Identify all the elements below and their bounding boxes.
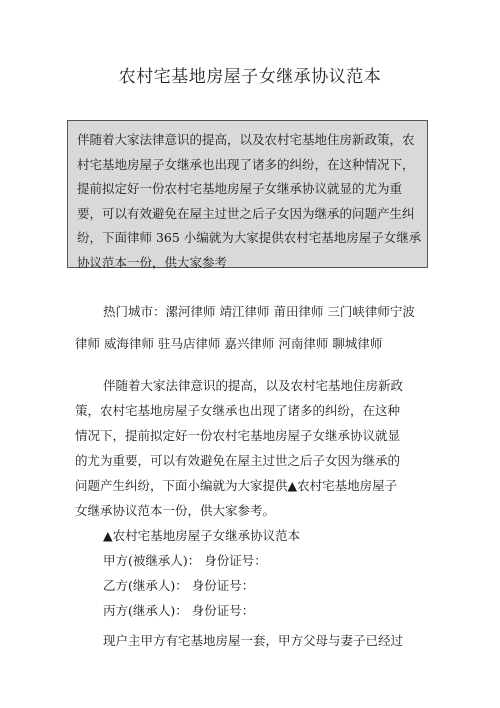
summary-line: 提前拟定好一份农村宅基地房屋子女继承协议就显的尤为重 — [77, 181, 403, 196]
summary-box — [67, 120, 428, 268]
intro-line: 问题产生纠纷，下面小编就为大家提供▲农村宅基地房屋子 — [75, 478, 398, 493]
hot-cities-line: 热门城市：漯河律师 靖江律师 莆田律师 三门峡律师宁波 — [103, 304, 415, 319]
summary-line: 要，可以有效避免在屋主过世之后子女因为继承的问题产生纠 — [77, 205, 415, 221]
party-c-line: 丙方(继承人)： 身份证号： — [103, 603, 255, 618]
document-title: 农村宅基地房屋子女继承协议范本 — [118, 67, 382, 87]
party-b-line: 乙方(继承人)： 身份证号： — [103, 578, 255, 593]
intro-line: 情况下，提前拟定好一份农村宅基地房屋子女继承协议就显 — [75, 428, 401, 443]
summary-line: 纷，下面律师 365 小编就为大家提供农村宅基地房屋子女继承 — [77, 230, 422, 245]
first-clause-line: 现户主甲方有宅基地房屋一套，甲方父母与妻子已经过 — [103, 633, 404, 648]
agreement-heading: ▲农村宅基地房屋子女继承协议范本 — [103, 528, 301, 543]
hot-cities-line: 律师 威海律师 驻马店律师 嘉兴律师 河南律师 聊城律师 — [75, 336, 383, 351]
summary-line: 协议范本一份，供大家参考 — [77, 254, 228, 270]
summary-line: 村宅基地房屋子女继承也出现了诸多的纠纷，在这种情况下， — [77, 156, 415, 172]
intro-line: 女继承协议范本一份，供大家参考。 — [75, 503, 276, 518]
intro-line: 伴随着大家法律意识的提高，以及农村宅基地住房新政 — [103, 378, 404, 393]
party-a-line: 甲方(被继承人)： 身份证号： — [103, 553, 267, 568]
intro-line: 策，农村宅基地房屋子女继承也出现了诸多的纠纷，在这种 — [75, 403, 401, 418]
intro-line: 的尤为重要，可以有效避免在屋主过世之后子女因为继承的 — [75, 453, 401, 468]
summary-line: 伴随着大家法律意识的提高，以及农村宅基地住房新政策，农 — [77, 132, 415, 147]
